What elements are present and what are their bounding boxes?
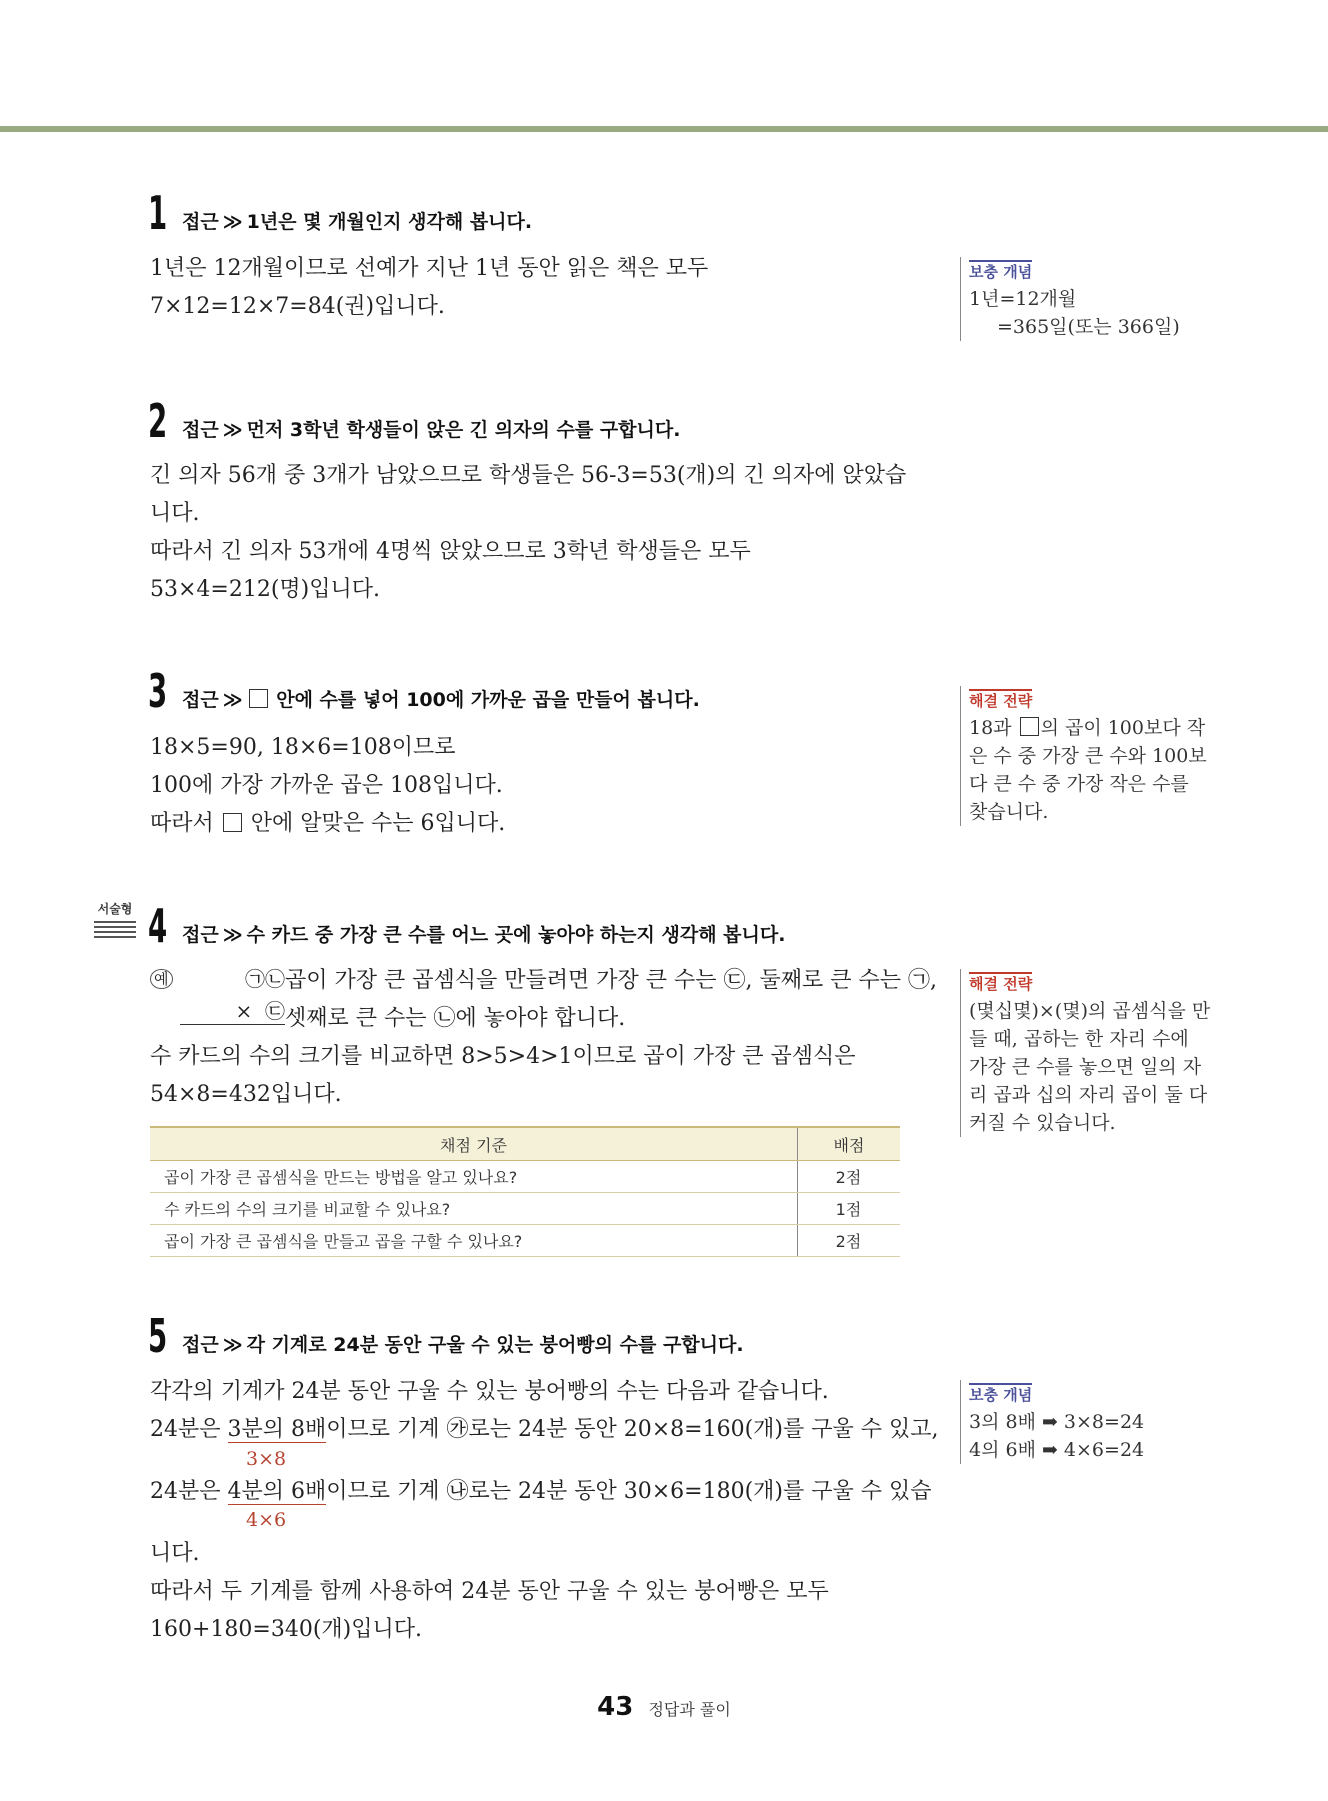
solution-line: 54×8=432입니다.: [150, 1082, 342, 1107]
problem-2-heading: [148, 394, 681, 448]
criteria-cell: 곱이 가장 큰 곱셈식을 만들고 곱을 구할 수 있나요?: [150, 1225, 798, 1257]
approach-text: 접근 ≫ 안에 수를 넣어 100에 가까운 곱을 만들어 봅니다.: [182, 689, 700, 711]
problem-number: 2: [148, 394, 168, 448]
table-row: [150, 1161, 900, 1193]
vertical-multiplication: [150, 965, 285, 1023]
example-mark: 예: [150, 969, 173, 989]
solution-line: 1년은 12개월이므로 선예가 지난 1년 동안 읽은 책은 모두: [150, 256, 709, 281]
solution-line: 100에 가장 가까운 곱은 108입니다.: [150, 773, 503, 798]
essay-type-badge: [94, 900, 136, 941]
sidebar-line: 다 큰 수 중 가장 작은 수를: [969, 773, 1189, 795]
criteria-cell: 수 카드의 수의 크기를 비교할 수 있나요?: [150, 1193, 798, 1225]
sidebar-line: 커질 수 있습니다.: [969, 1112, 1116, 1134]
sidebar-tag: 보충 개념: [969, 260, 1032, 282]
sidebar-note-3: [960, 969, 1209, 1137]
problem-3-solution: [150, 729, 505, 843]
sidebar-line: 18과 의 곱이 100보다 작: [969, 717, 1206, 739]
sidebar-line: 찾습니다.: [969, 801, 1049, 823]
sidebar-line: 리 곱과 십의 자리 곱이 둘 다: [969, 1084, 1208, 1106]
lines-icon: [94, 921, 136, 938]
approach-text: 접근 ≫ 각 기계로 24분 동안 구울 수 있는 붕어빵의 수를 구합니다.: [182, 1334, 744, 1356]
solution-line: 24분은 4분의 6배이므로 기계 ㉯로는 24분 동안 30×6=180(개)를 구울 수 있습: [150, 1479, 932, 1504]
blank-box-icon: [249, 689, 268, 708]
problem-1-heading: [148, 186, 533, 240]
solution-line: 따라서 두 기계를 함께 사용하여 24분 동안 구울 수 있는 붕어빵은 모두: [150, 1579, 829, 1604]
sidebar-line: 가장 큰 수를 놓으면 일의 자: [969, 1056, 1202, 1078]
problem-1-solution: [150, 250, 708, 326]
solution-line: 따라서 긴 의자 53개에 4명씩 앉았으므로 3학년 학생들은 모두: [150, 539, 751, 564]
sidebar-line: 1년=12개월: [969, 288, 1077, 310]
sidebar-tag: 보충 개념: [969, 1383, 1032, 1405]
problem-5-heading: [148, 1309, 744, 1363]
blank-box-icon: [223, 813, 242, 832]
vertical-top: ㉠㉡: [245, 967, 285, 991]
underlined-phrase: 4분의 6배: [227, 1479, 327, 1504]
vertical-bottom: × ㉢: [180, 995, 285, 1025]
solution-line: 니다.: [150, 501, 200, 526]
table-header-row: [150, 1127, 900, 1161]
approach-text: 접근 ≫ 1년은 몇 개월인지 생각해 봅니다.: [182, 211, 533, 233]
points-cell: 2점: [798, 1161, 901, 1193]
approach-text: 접근 ≫ 수 카드 중 가장 큰 수를 어느 곳에 놓아야 하는지 생각해 봅니다.: [182, 924, 786, 946]
underlined-phrase: 3분의 8배: [227, 1417, 327, 1442]
solution-line: 곱이 가장 큰 곱셈식을 만들려면 가장 큰 수는 ㉢, 둘째로 큰 수는 ㉠,: [285, 968, 937, 993]
problem-number: 1: [148, 186, 168, 240]
sidebar-line: (몇십몇)×(몇)의 곱셈식을 만: [969, 1000, 1211, 1022]
sidebar-note-1: [960, 257, 1209, 341]
product-annotation: 3×8: [246, 1448, 287, 1470]
problem-2-solution: [150, 457, 906, 609]
solution-line: 수 카드의 수의 크기를 비교하면 8>5>4>1이므로 곱이 가장 큰 곱셈식은: [150, 1044, 856, 1069]
product-annotation: 4×6: [246, 1509, 287, 1531]
solution-line: 니다.: [150, 1541, 200, 1566]
scoring-table: [150, 1126, 900, 1257]
problem-number: 3: [148, 664, 168, 718]
sidebar-tag: 해결 전략: [969, 972, 1032, 994]
page-footer: [0, 1692, 1328, 1722]
sidebar-line: =365일(또는 366일): [997, 316, 1180, 338]
solution-line: 53×4=212(명)입니다.: [150, 577, 381, 602]
table-row: [150, 1225, 900, 1257]
sidebar-tag: 해결 전략: [969, 689, 1032, 711]
footer-label: 정답과 풀이: [648, 1700, 731, 1719]
solution-line: 160+180=340(개)입니다.: [150, 1617, 423, 1642]
header-points: 배점: [798, 1127, 901, 1161]
sidebar-note-2: [960, 686, 1209, 826]
essay-badge-label: 서술형: [97, 902, 133, 916]
header-criteria: 채점 기준: [150, 1127, 798, 1161]
sidebar-line: 3의 8배 ➡ 3×8=24: [969, 1411, 1145, 1433]
sidebar-line: 들 때, 곱하는 한 자리 수에: [969, 1028, 1189, 1050]
sidebar-line: 은 수 중 가장 큰 수와 100보: [969, 745, 1207, 767]
page-number: 43: [597, 1692, 634, 1722]
approach-text: 접근 ≫ 먼저 3학년 학생들이 앉은 긴 의자의 수를 구합니다.: [182, 419, 681, 441]
table-row: [150, 1193, 900, 1225]
sidebar-line: 4의 6배 ➡ 4×6=24: [969, 1439, 1145, 1461]
sidebar-note-4: [960, 1380, 1209, 1464]
problem-4-heading: [148, 899, 786, 953]
solution-line: 18×5=90, 18×6=108이므로: [150, 735, 456, 760]
problem-3-heading: [148, 664, 700, 718]
solution-line: 셋째로 큰 수는 ㉡에 놓아야 합니다.: [285, 1006, 626, 1031]
solution-line: 긴 의자 56개 중 3개가 남았으므로 학생들은 56-3=53(개)의 긴 의자에 앉았습: [150, 463, 907, 488]
blank-box-icon: [1020, 717, 1039, 736]
problem-4-example: [285, 962, 937, 1038]
problem-number: 4: [148, 899, 168, 953]
solution-line: 따라서 안에 알맞은 수는 6입니다.: [150, 811, 506, 836]
points-cell: 1점: [798, 1193, 901, 1225]
points-cell: 2점: [798, 1225, 901, 1257]
solution-line: 7×12=12×7=84(권)입니다.: [150, 294, 445, 319]
problem-4-solution: [150, 1038, 856, 1114]
solution-line: 24분은 3분의 8배이므로 기계 ㉮로는 24분 동안 20×8=160(개)를 구울 수 있고,: [150, 1417, 939, 1442]
top-rule: [0, 126, 1328, 132]
problem-number: 5: [148, 1309, 168, 1363]
solution-line: 각각의 기계가 24분 동안 구울 수 있는 붕어빵의 수는 다음과 같습니다.: [150, 1379, 829, 1404]
criteria-cell: 곱이 가장 큰 곱셈식을 만드는 방법을 알고 있나요?: [150, 1161, 798, 1193]
